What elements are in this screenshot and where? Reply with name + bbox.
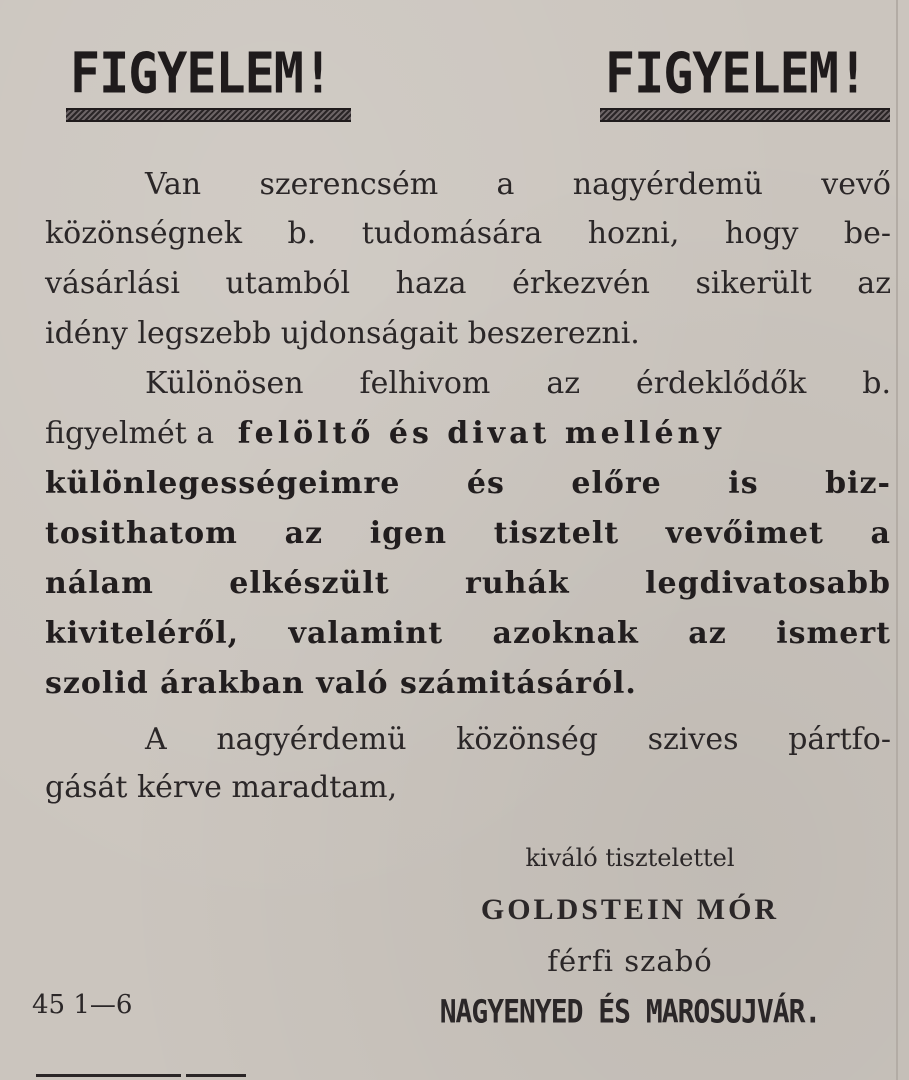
column-divider <box>896 0 898 1080</box>
merchant-name: GOLDSTEIN MÓR <box>480 893 780 926</box>
headline-underline-left <box>66 108 351 122</box>
closing-greeting: kiváló tisztelettel <box>525 844 735 872</box>
body-line: Van szerencsém a nagyérdemü vevő <box>145 167 891 202</box>
body-line: A nagyérdemü közönség szives pártfo- <box>145 722 891 757</box>
body-line-bold: különlegességeimre és előre is biz- <box>45 466 891 501</box>
body-line: Különösen felhivom az érdeklődők b. <box>145 366 891 401</box>
body-line: idény legszebb ujdonságait beszerezni. <box>45 316 640 351</box>
body-line-bold: kiviteléről, valamint azoknak az ismert <box>45 616 891 651</box>
body-text-bold: felöltő és divat mellény <box>237 416 725 451</box>
body-line: gását kérve maradtam, <box>45 770 398 805</box>
bottom-rule <box>186 1074 246 1077</box>
body-line: vásárlási utamból haza érkezvén sikerült az <box>45 266 891 301</box>
body-line-mixed <box>45 412 891 456</box>
merchant-location: NAGYENYED ÉS MAROSUJVÁR. <box>439 992 821 1031</box>
advert-issue-number: 45 1—6 <box>32 990 133 1020</box>
body-line-bold: szolid árakban való számitásáról. <box>45 666 637 701</box>
headline-right: FIGYELEM! <box>605 41 867 107</box>
body-line: közönségnek b. tudomására hozni, hogy be- <box>45 216 891 251</box>
merchant-trade: férfi szabó <box>547 944 713 978</box>
bottom-rule <box>36 1074 181 1077</box>
headline-underline-right <box>600 108 890 122</box>
body-text-regular: figyelmét a <box>45 416 215 451</box>
body-line-bold: tosithatom az igen tisztelt vevőimet a <box>45 516 891 551</box>
body-line-bold: nálam elkészült ruhák legdivatosabb <box>45 566 891 601</box>
headline-left: FIGYELEM! <box>70 41 332 107</box>
